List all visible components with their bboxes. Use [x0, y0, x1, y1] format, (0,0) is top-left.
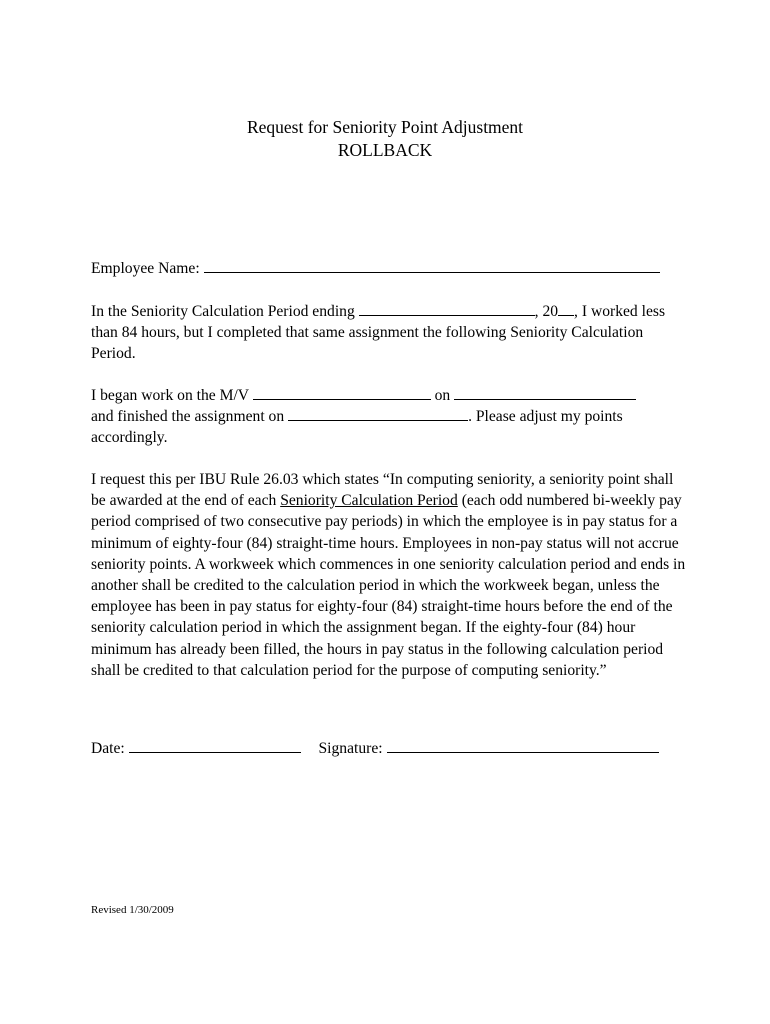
work-finished-label: and finished the assignment on: [91, 408, 285, 426]
finish-date-field[interactable]: [288, 419, 468, 421]
period-year-field[interactable]: [558, 314, 574, 316]
period-rest: worked less than 84 hours, but I completed that same assignment the following Seniority Calculation Period.: [91, 303, 666, 363]
form-title: Request for Seniority Point Adjustment: [246, 117, 524, 137]
title-block: [0, 116, 770, 162]
work-paragraph: [91, 385, 691, 449]
rule-text-end: (each odd numbered bi-weekly pay period comprised of two consecutive pay periods) in which the employee is in pay status for a minimum of eighty-four (84) straight-time hours. Employees in non-pay status will not accrue seniority points. A workweek which commences in one seniority calculation period and ends in another shall be credited to the calculation period in which the workweek began, unless the employee has been in pay status for eighty-four (84) straight-time hours before the end of the seniority calculation period in which the assignment began. If the eighty-four (84) hour minimum has already been filled, the hours in pay status in the following calculation period shall be credited to that calculation period for the purpose of computing seniority.”: [91, 492, 686, 679]
work-suffix: . Please adjust my points accordingly.: [91, 408, 623, 447]
employee-name-label: Employee Name:: [91, 260, 200, 277]
employee-name-row: [91, 258, 691, 279]
period-prefix: In the Seniority Calculation Period ending: [91, 303, 355, 320]
work-on-label: on: [434, 387, 451, 404]
rule-paragraph: [91, 469, 691, 681]
start-date-field[interactable]: [454, 398, 636, 400]
vessel-name-field[interactable]: [253, 398, 431, 400]
employee-name-field[interactable]: [204, 271, 660, 273]
form-subtitle: ROLLBACK: [337, 140, 433, 160]
signature-field[interactable]: [387, 751, 659, 753]
work-prefix: I began work on the M/V: [91, 387, 249, 404]
signature-label: Signature:: [318, 740, 383, 757]
rule-text-start: I request this per IBU Rule 26.03 which states “In computing seniority, a seniority point shall be awarded at the end of each: [91, 471, 674, 510]
signature-row: [91, 738, 691, 759]
date-label: Date:: [91, 740, 125, 757]
period-suffix: , I: [574, 303, 588, 320]
period-paragraph: [91, 301, 691, 365]
period-year-prefix: , 20: [534, 303, 559, 320]
revised-date: Revised 1/30/2009: [91, 904, 174, 916]
seniority-calculation-period-term: Seniority Calculation Period: [280, 492, 458, 510]
period-ending-date-field[interactable]: [359, 314, 535, 316]
date-field[interactable]: [129, 751, 301, 753]
